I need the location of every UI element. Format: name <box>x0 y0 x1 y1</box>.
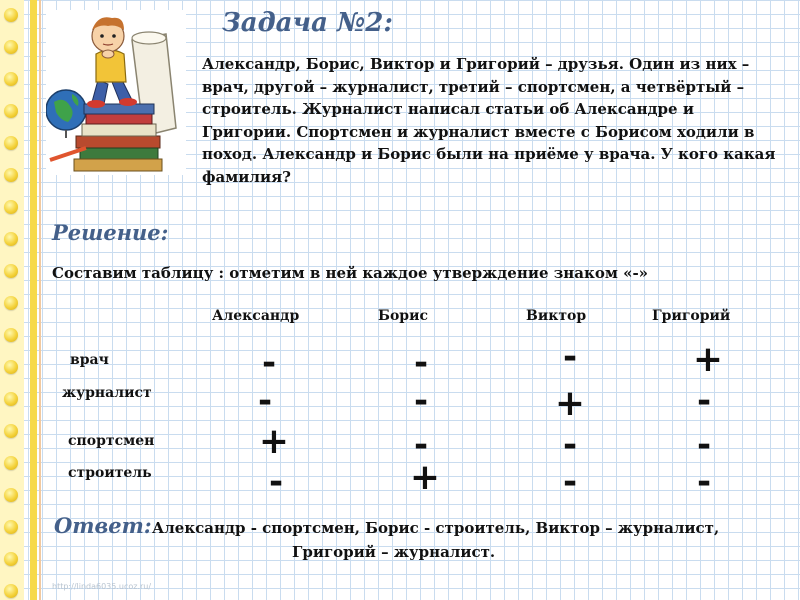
table-mark: - <box>413 425 429 465</box>
solution-heading: Решение: <box>52 220 169 245</box>
column-header: Григорий <box>652 308 731 324</box>
boy-on-books-illustration <box>46 10 186 175</box>
table-mark: - <box>562 337 578 377</box>
solution-intro: Составим таблицу : отметим в ней каждое утверждение знаком «-» <box>52 264 649 282</box>
problem-title: Задача №2: <box>222 8 393 38</box>
binder-ring <box>4 200 18 214</box>
table-mark: - <box>413 343 429 383</box>
binder-ring <box>4 392 18 406</box>
row-label: врач <box>70 352 109 368</box>
table-mark: - <box>257 381 273 421</box>
boy-on-books-drawing <box>46 10 186 175</box>
binder-ring <box>4 296 18 310</box>
table-mark: - <box>413 381 429 421</box>
binder-ring <box>4 40 18 54</box>
table-mark: + <box>554 383 586 424</box>
table-mark: - <box>562 425 578 465</box>
binder-ring <box>4 328 18 342</box>
binder-ring <box>4 488 18 502</box>
row-label: спортсмен <box>68 433 155 449</box>
binder-ring <box>4 520 18 534</box>
column-header: Борис <box>378 308 428 324</box>
binder-ring <box>4 456 18 470</box>
column-header: Александр <box>212 308 300 324</box>
binder-ring <box>4 552 18 566</box>
binder-ring <box>4 584 18 598</box>
notebook-margin <box>0 0 24 600</box>
binder-ring <box>4 168 18 182</box>
table-mark: - <box>696 425 712 465</box>
watermark: http://linda6035.ucoz.ru/ <box>52 582 152 591</box>
answer-line-2: Григорий – журналист. <box>292 543 496 561</box>
binder-ring <box>4 72 18 86</box>
column-header: Виктор <box>526 308 587 324</box>
binder-ring <box>4 136 18 150</box>
binder-ring <box>4 264 18 278</box>
answer-line-1: Александр - спортсмен, Борис - строитель, Виктор – журналист, <box>152 519 720 537</box>
table-mark: - <box>268 462 284 502</box>
table-mark: - <box>562 462 578 502</box>
problem-text: Александр, Борис, Виктор и Григорий – друзья. Один из них – врач, другой – журналист, третий – спортсмен, а четвёртый – строитель. Журналист написал статьи об Александре и Григории. Спортсмен и журналист вместе с Борисом ходили в поход. Александр и Борис были на приёме у врача. У кого какая фамилия? <box>202 55 776 186</box>
row-label: журналист <box>62 385 152 401</box>
binder-ring <box>4 424 18 438</box>
binder-ring <box>4 232 18 246</box>
table-mark: + <box>409 457 441 498</box>
table-mark: - <box>696 462 712 502</box>
binder-ring <box>4 360 18 374</box>
margin-stripe <box>30 0 37 600</box>
table-mark: - <box>696 381 712 421</box>
margin-rule <box>39 0 41 600</box>
table-mark: - <box>261 343 277 383</box>
table-mark: + <box>258 421 290 462</box>
binder-ring <box>4 8 18 22</box>
answer-label: Ответ: <box>54 513 152 538</box>
row-label: строитель <box>68 465 152 481</box>
table-mark: + <box>692 339 724 380</box>
binder-ring <box>4 104 18 118</box>
